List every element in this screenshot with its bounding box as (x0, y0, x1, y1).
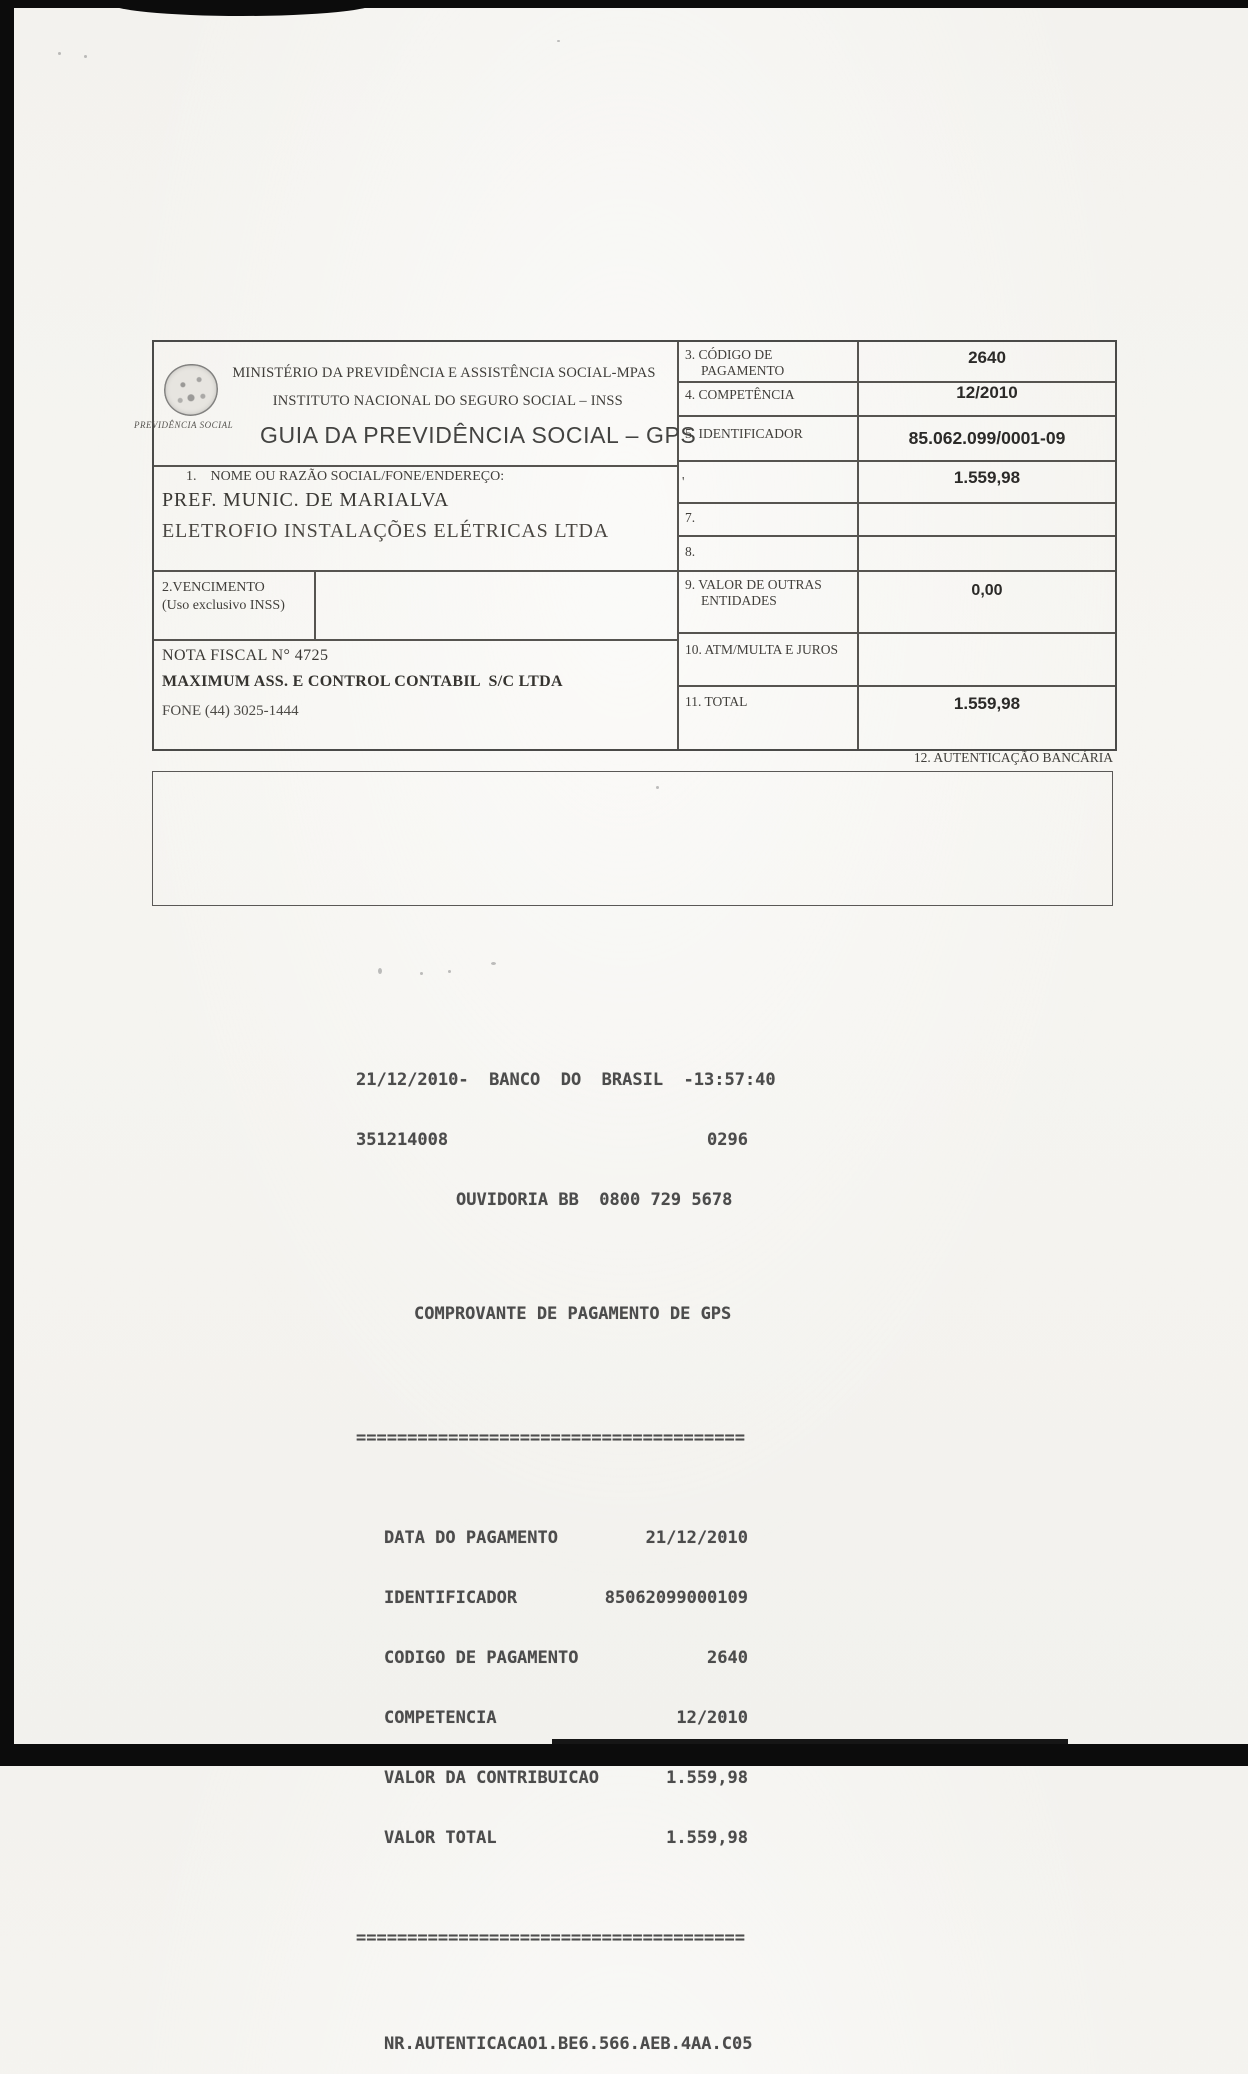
receipt-header-line2 (356, 1130, 748, 1150)
phone-number: FONE (44) 3025-1444 (162, 703, 299, 719)
receipt-row-value: 1.559,98 (666, 1768, 748, 1788)
receipt-row-label: CODIGO DE PAGAMENTO (384, 1648, 579, 1668)
scan-speck (58, 52, 61, 55)
scan-speck (491, 962, 496, 965)
scan-speck (420, 972, 423, 975)
form-grid-line (677, 502, 1115, 504)
receipt-row-value: 12/2010 (676, 1708, 748, 1728)
receipt-row (384, 1828, 748, 1848)
field7-label: 7. (685, 510, 696, 525)
identificador-value: 85.062.099/0001-09 (908, 428, 1066, 448)
receipt-divider: ====================================== (356, 1928, 745, 1948)
receipt-divider: ====================================== (356, 1428, 745, 1448)
form-grid-line (677, 415, 1115, 417)
receipt-row (384, 1768, 748, 1788)
field2-sublabel: (Uso exclusivo INSS) (162, 598, 285, 613)
field5-label: 5. IDENTIFICADOR (685, 426, 803, 441)
receipt-bank-name: - BANCO DO BRASIL - (458, 1070, 694, 1090)
field6-label: ' (682, 474, 685, 489)
previdencia-social-logo (164, 364, 218, 416)
receipt-auth-label: NR.AUTENTICACAO (384, 2034, 538, 2054)
gps-form (152, 340, 1117, 751)
form-grid-line (677, 632, 1115, 634)
receipt-ouvidoria: OUVIDORIA BB 0800 729 5678 (456, 1190, 733, 1210)
receipt-spacer (356, 1250, 748, 1264)
form-grid-line (677, 460, 1115, 462)
receipt-title: COMPROVANTE DE PAGAMENTO DE GPS (414, 1304, 732, 1324)
competencia-value: 12/2010 (956, 383, 1018, 402)
autenticacao-bancaria-label: 12. AUTENTICAÇÃO BANCÁRIA (913, 750, 1113, 765)
scan-edge-top-bump (108, 0, 376, 16)
field10-label: 10. ATM/MULTA E JUROS (685, 642, 838, 657)
accounting-firm: MAXIMUM ASS. E CONTROL CONTABIL S/C LTDA (162, 673, 563, 690)
receipt-code: 0296 (707, 1130, 748, 1150)
codigo-pagamento-value: 2640 (968, 348, 1006, 367)
outras-entidades-value: 0,00 (971, 582, 1003, 599)
field1-label: 1. NOME OU RAZÃO SOCIAL/FONE/ENDEREÇO: (186, 469, 505, 484)
nota-fiscal-number: NOTA FISCAL N° 4725 (162, 647, 329, 664)
receipt-terminal: 351214008 (356, 1130, 449, 1150)
logo-caption: PREVIDÊNCIA SOCIAL (134, 420, 234, 430)
field8-label: 8. (685, 544, 696, 559)
receipt-row (384, 1588, 748, 1608)
form-title: GUIA DA PREVIDÊNCIA SOCIAL – GPS (260, 422, 697, 448)
receipt-date: 21/12/2010 (356, 1070, 459, 1090)
receipt-row-value: 21/12/2010 (645, 1528, 748, 1548)
field4-label: 4. COMPETÊNCIA (685, 387, 795, 402)
form-grid-line (677, 342, 679, 749)
field2-label: 2.VENCIMENTO (162, 580, 265, 595)
receipt-time: 13:57:40 (693, 1070, 776, 1090)
receipt-auth-value: 1.BE6.566.AEB.4AA.C05 (537, 2034, 753, 2054)
ministry-line1: MINISTÉRIO DA PREVIDÊNCIA E ASSISTÊNCIA SOCIAL-MPAS (232, 365, 656, 381)
receipt-spacer (356, 1364, 748, 1388)
payer-name: PREF. MUNIC. DE MARIALVA (162, 489, 450, 511)
receipt-row-value: 1.559,98 (666, 1828, 748, 1848)
form-grid-line (677, 535, 1115, 537)
valor-inss-value: 1.559,98 (953, 468, 1021, 487)
receipt-row-label: COMPETENCIA (384, 1708, 497, 1728)
field3-label: 3. CÓDIGO DE PAGAMENTO (685, 347, 785, 378)
receipt-row (384, 1648, 748, 1668)
form-grid-line (154, 639, 677, 641)
scan-speck (378, 968, 382, 974)
receipt-row-label: DATA DO PAGAMENTO (384, 1528, 558, 1548)
form-grid-line (154, 570, 1115, 572)
field11-label: 11. TOTAL (685, 694, 748, 709)
scan-speck (84, 55, 87, 58)
receipt-row-label: IDENTIFICADOR (384, 1588, 518, 1608)
ministry-header (214, 366, 674, 408)
form-grid-line (857, 342, 859, 749)
bank-receipt (356, 1030, 776, 2074)
receipt-row-value: 2640 (707, 1648, 748, 1668)
receipt-spacer (356, 1988, 748, 1994)
autenticacao-bancaria-box (152, 771, 1113, 906)
form-grid-line (677, 685, 1115, 687)
field9-label: 9. VALOR DE OUTRAS ENTIDADES (685, 577, 822, 608)
receipt-row (384, 1528, 748, 1548)
receipt-row (384, 1708, 748, 1728)
form-grid-line (314, 570, 316, 639)
ministry-line2: INSTITUTO NACIONAL DO SEGURO SOCIAL – INSS (272, 393, 623, 409)
receipt-header-line1 (356, 1070, 776, 1090)
scan-edge-left (0, 0, 14, 1766)
receipt-row-label: VALOR DA CONTRIBUICAO (384, 1768, 599, 1788)
receipt-auth-row (356, 2034, 753, 2054)
receipt-row-label: VALOR TOTAL (384, 1828, 497, 1848)
form-grid-line (154, 465, 677, 467)
receipt-row-value: 85062099000109 (604, 1588, 748, 1608)
company-name: ELETROFIO INSTALAÇÕES ELÉTRICAS LTDA (162, 520, 610, 542)
scan-speck (448, 970, 451, 973)
total-value: 1.559,98 (953, 694, 1021, 713)
scan-speck (557, 40, 560, 42)
